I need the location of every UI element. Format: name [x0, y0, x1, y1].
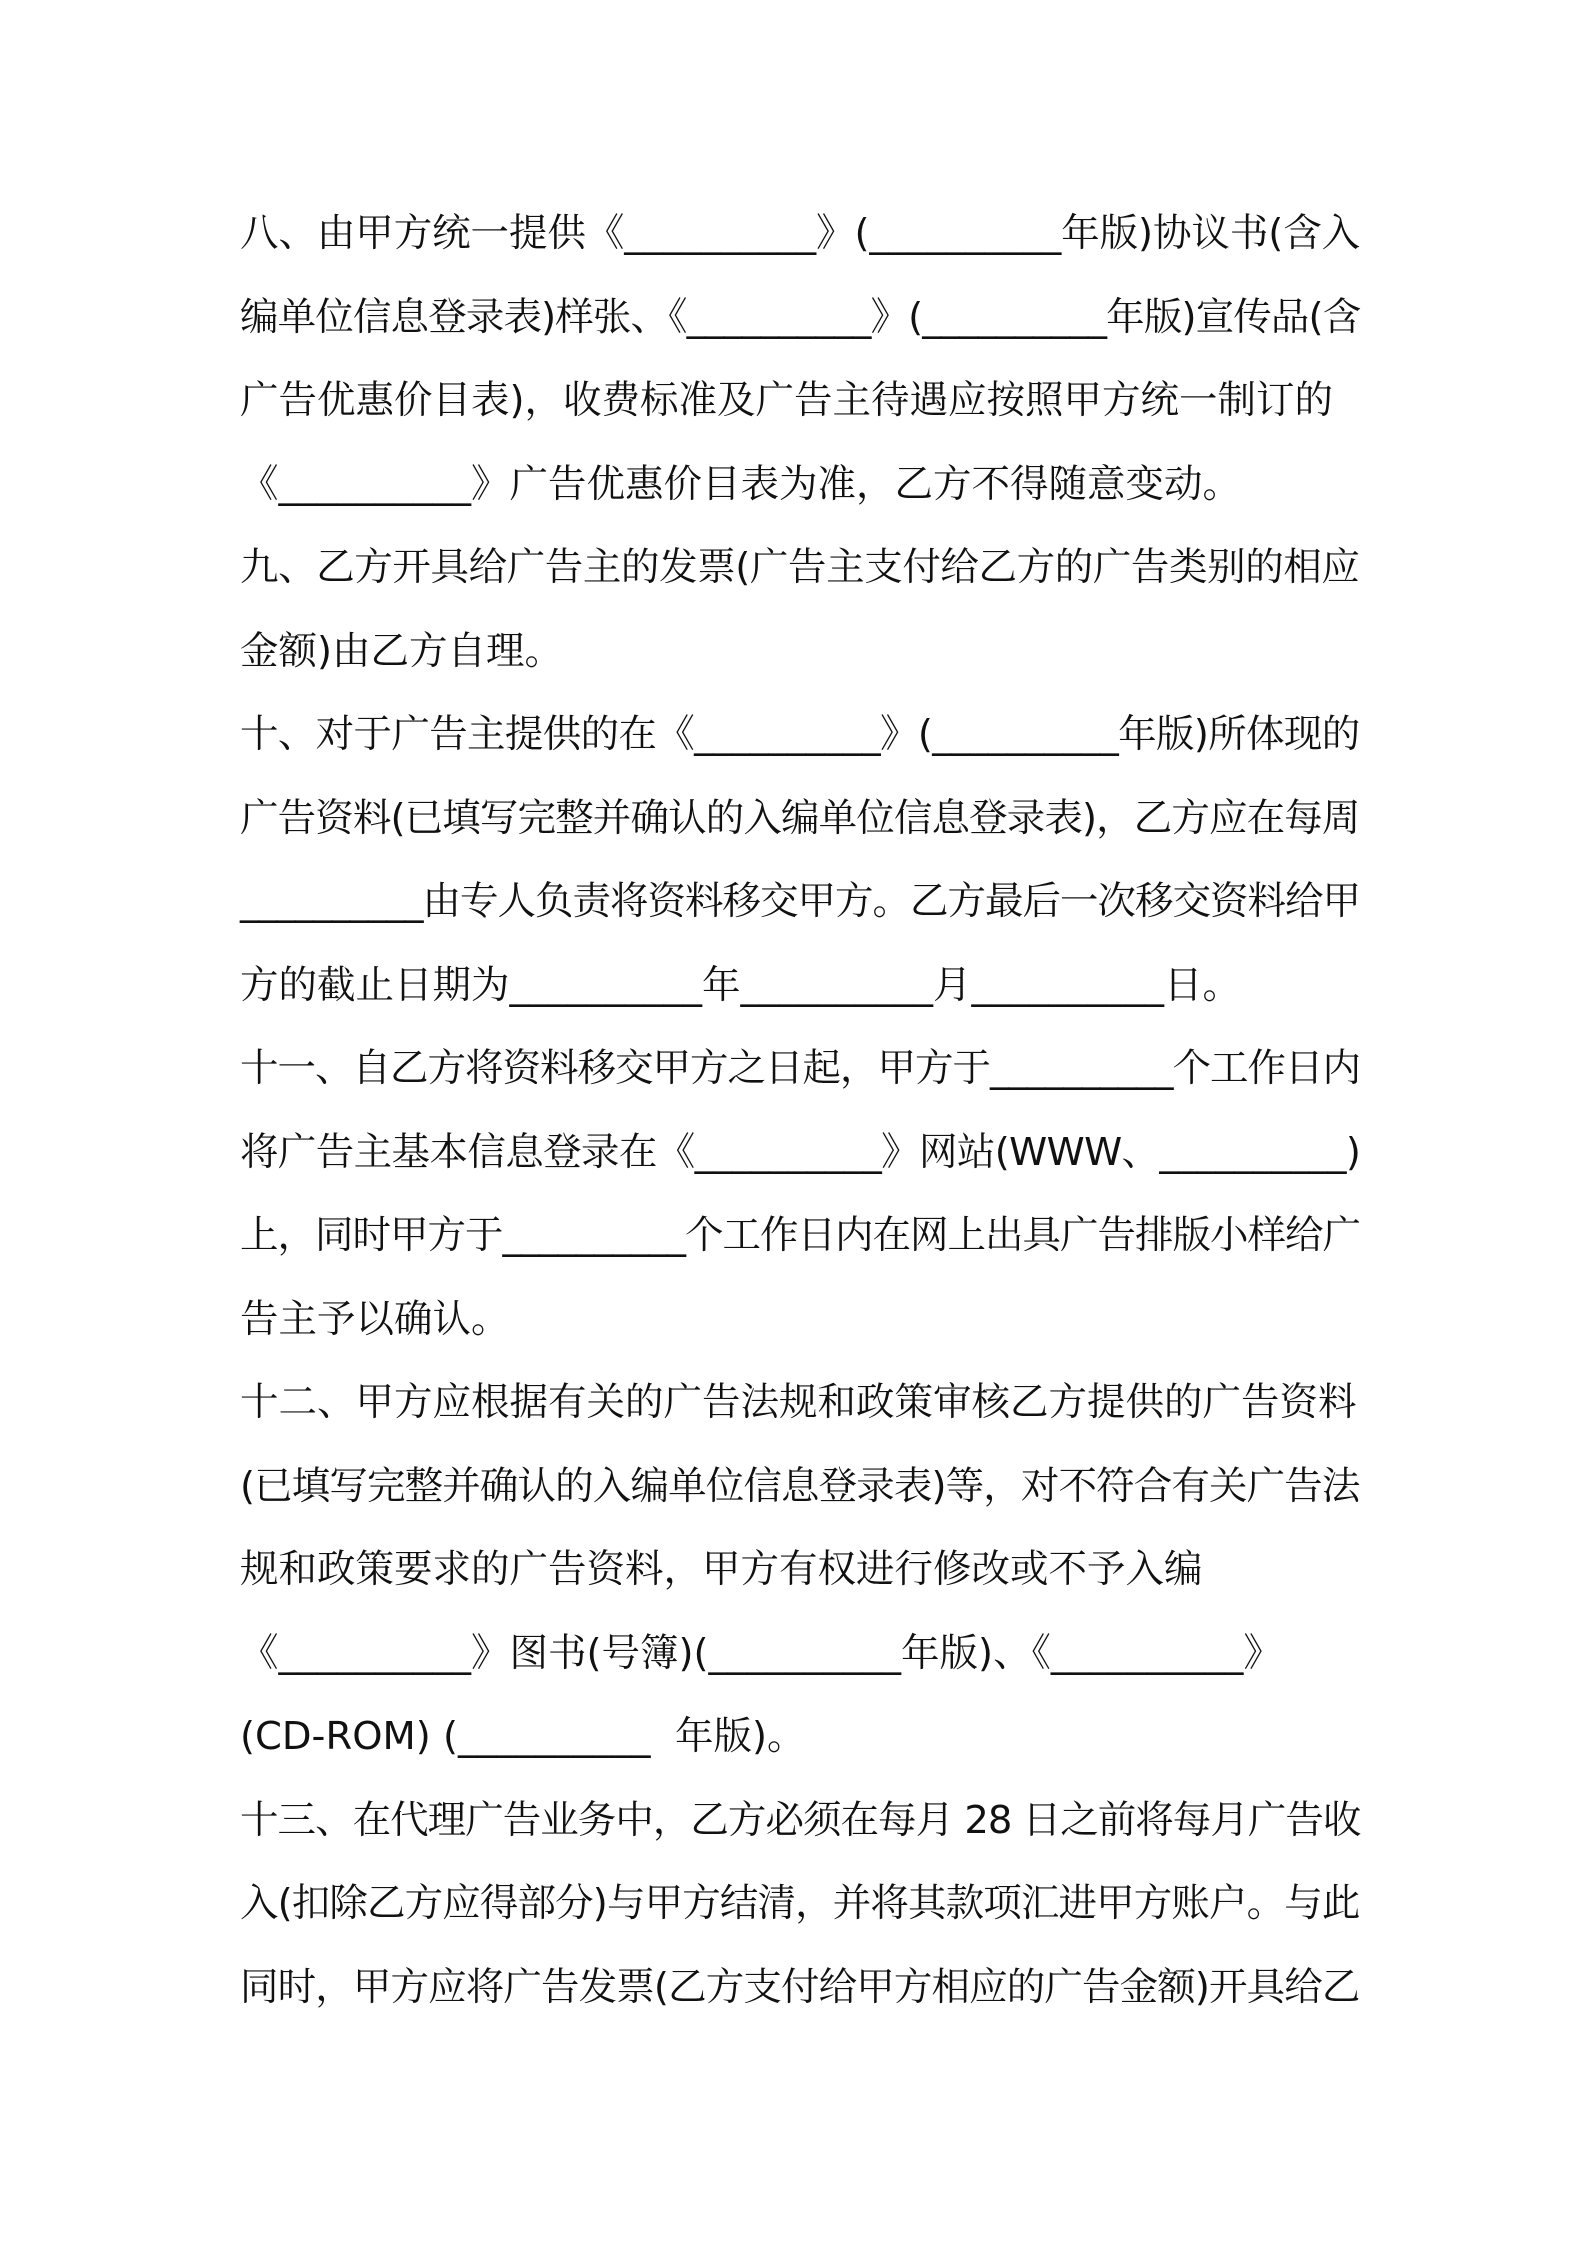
- clause-10-line-2: 广告资料(已填写完整并确认的入编单位信息登录表)，乙方应在每周: [240, 795, 1360, 841]
- clause-8-line-1: 八、由甲方统一提供《__________》(__________年版)协议书(含入: [240, 211, 1361, 256]
- clause-9-line-2: 金额)由乙方自理。: [240, 628, 564, 674]
- clause-11-line-1: 十一、自乙方将资料移交甲方之日起，甲方于__________个工作日内: [240, 1046, 1361, 1091]
- clause-13-line-1: 十三、在代理广告业务中，乙方必须在每月 28 日之前将每月广告收: [240, 1797, 1361, 1843]
- clause-12-line-3: 规和政策要求的广告资料，甲方有权进行修改或不予入编: [240, 1547, 1203, 1592]
- clause-13-line-3: 同时，甲方应将广告发票(乙方支付给甲方相应的广告金额)开具给乙: [240, 1964, 1360, 2010]
- clause-13-line-2: 入(扣除乙方应得部分)与甲方结清，并将其款项汇进甲方账户。与此: [240, 1881, 1360, 1926]
- clause-8-line-3: 广告优惠价目表)，收费标准及广告主待遇应按照甲方统一制订的: [240, 378, 1334, 423]
- clause-8-line-4: 《__________》广告优惠价目表为准，乙方不得随意变动。: [240, 461, 1242, 507]
- clause-8-line-2: 编单位信息登录表)样张、《__________》(__________年版)宣传品(含: [240, 294, 1361, 340]
- clause-11-line-2: 将广告主基本信息登录在《__________》网站(WWW、__________): [240, 1129, 1361, 1175]
- contract-clauses-text: [240, 192, 1360, 2029]
- clause-12-line-1: 十二、甲方应根据有关的广告法规和政策审核乙方提供的广告资料: [240, 1380, 1357, 1425]
- clause-11-line-4: 告主予以确认。: [240, 1296, 510, 1342]
- clause-12-line-5: (CD-ROM) (__________ 年版)。: [240, 1714, 806, 1759]
- clause-10-line-3: __________由专人负责将资料移交甲方。乙方最后一次移交资料给甲: [240, 879, 1361, 924]
- clause-12-line-4: 《__________》图书(号簿)(__________年版)、《__________》: [240, 1630, 1282, 1676]
- clause-9-line-1: 九、乙方开具给广告主的发票(广告主支付给乙方的广告类别的相应: [240, 545, 1360, 590]
- clause-10-line-4: 方的截止日期为__________年__________月__________日。: [240, 962, 1242, 1008]
- clause-11-line-3: 上，同时甲方于__________个工作日内在网上出具广告排版小样给广: [240, 1213, 1361, 1258]
- clause-12-line-2: (已填写完整并确认的入编单位信息登录表)等，对不符合有关广告法: [240, 1463, 1360, 1509]
- clause-10-line-1: 十、对于广告主提供的在《__________》(__________年版)所体现的: [240, 712, 1360, 757]
